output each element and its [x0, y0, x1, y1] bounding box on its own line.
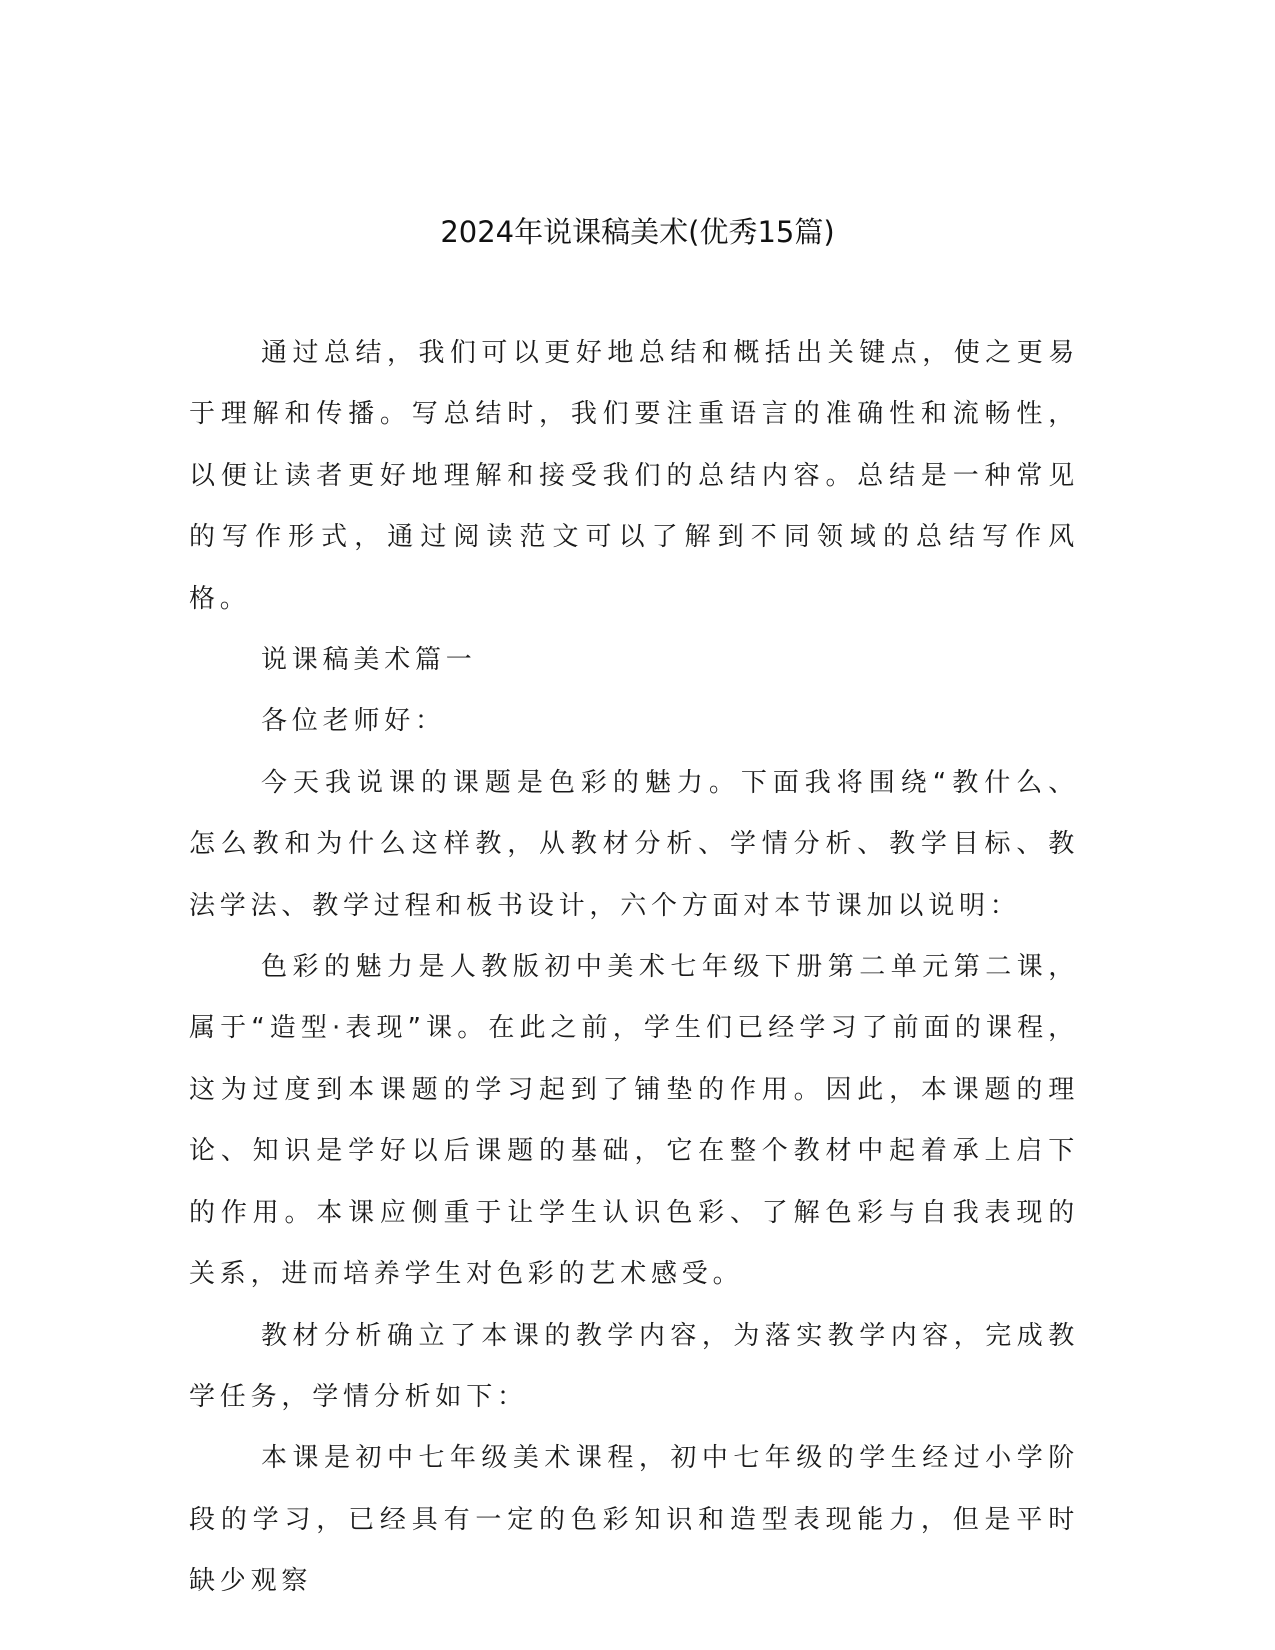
intro-paragraph: 通过总结，我们可以更好地总结和概括出关键点，使之更易于理解和传播。写总结时，我们要注重语言的准确性和流畅性，以便让读者更好地理解和接受我们的总结内容。总结是一种常见的写作形式，通过阅读范文可以了解到不同领域的总结写作风格。 [189, 338, 1079, 614]
body-paragraph: 本课是初中七年级美术课程，初中七年级的学生经过小学阶段的学习，已经具有一定的色彩知识和造型表现能力，但是平时缺少观察 [189, 1443, 1079, 1597]
document-body [189, 323, 1079, 1613]
section-heading: 说课稿美术篇一 [261, 645, 477, 676]
body-paragraph: 今天我说课的课题是色彩的魅力。下面我将围绕“教什么、怎么教和为什么这样教，从教材分析、学情分析、教学目标、教法学法、教学过程和板书设计，六个方面对本节课加以说明： [189, 767, 1079, 921]
document-title: 2024年说课稿美术(优秀15篇) [440, 215, 835, 249]
body-paragraph: 色彩的魅力是人教版初中美术七年级下册第二单元第二课，属于“造型·表现”课。在此之前，学生们已经学习了前面的课程，这为过度到本课题的学习起到了铺垫的作用。因此，本课题的理论、知识是学好以后课题的基础，它在整个教材中起着承上启下的作用。本课应侧重于让学生认识色彩、了解色彩与自我表现的关系，进而培养学生对色彩的艺术感受。 [189, 952, 1079, 1290]
body-paragraph: 教材分析确立了本课的教学内容，为落实教学内容，完成教学任务，学情分析如下： [189, 1320, 1079, 1412]
greeting-paragraph: 各位老师好： [261, 706, 446, 737]
